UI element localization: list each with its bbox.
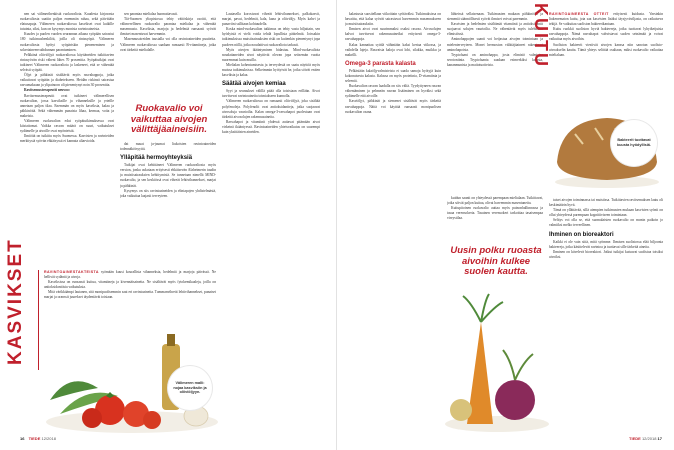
onion-icon: [450, 399, 472, 421]
beetroot-icon: [495, 380, 535, 420]
section-heading: Omega-3 parasta kalasta: [345, 60, 416, 67]
magazine-name: TIEDE: [28, 436, 41, 441]
image-caption: Välimeren malli: nojaa kasviksiin ja oliiviöljyyn.: [168, 366, 212, 410]
paragraph: Kuudes ja puolen vuoden seurannan aikana syöpään sairastui 180 tutkimushenkilöä, joilla oli rintasyöpä. Välimeren ruokavaliosta hyötyi syöpäriskin pieneneminen ja sokeriaineenvaihdunnan parantuminen.: [20, 32, 114, 52]
left-col-2-top: [120, 12, 216, 100]
issue-number: 12/2018: [641, 436, 657, 441]
paragraph: Ihminen on kävelevä bioreaktori. Jotkut tutkijat kutsuvat suolistoa toisiksi aivoiksi.: [549, 249, 663, 259]
vertical-title: KASVIKSET: [5, 238, 26, 365]
right-col-c-top: [549, 12, 663, 98]
paragraph: Myös aivojen ikääntyminen hidastuu. Mind-ruokavaliota noudattaneiden aivot näyttivät olevan jopa seitsemän vuotta nuoremmat kuin muilla.: [222, 47, 320, 62]
paragraph: Aminohappojen saanti voi heijastua aivojen toimintaan ja mielenterveyteen. Monet hermoston välittäjäaineet rakentuvat aminohapoista.: [447, 37, 543, 52]
right-col-c-bottom: [549, 198, 663, 436]
accent-rule: [38, 270, 39, 370]
paragraph: Öljyt ja pähkinät sisältävät myös rasvahappoja, jotka vaikuttavat syöpään ja diabetekseen. Heidän riskinsä sairastua rasvamaksaan ja ylipainoon oli pienentynyt noin 30 prosenttia.: [20, 73, 114, 88]
paragraph: Tutkijat ovat kehittäneet Välimeren ruokavaliosta myös version, jonka uskotaan erityisesti ehkäisevän Alzheimerin taudin ja muistisairauksien kehittymistä. Se tunnetaan nimellä MIND-ruokavalio, ja sen keskiössä ovat vihreät lehtivihannekset, marjat ja pähkinät.: [120, 163, 216, 188]
paragraph: Kuitupitoinen ruokavalio auttaa myös painonhallinnassa ja tasaa verensokeria. Tasainen verensokeri tarkoittaa tasaisempaa vireystilaa.: [447, 206, 543, 221]
right-col-b-top: [447, 12, 543, 190]
paragraph: Ilmiöitä on tutkittu myös Suomessa. Kasvisten ja ravinteiden merkitystä syövän ehkäisyssä ei kannata aliarvioida.: [20, 134, 114, 144]
paragraph: Tryptofaani on aminohappo, josta elimistö valmistaa serotoniinia. Tryptofaania saadaan esimerkiksi kalasta, kananmunista ja maitotuotteista.: [447, 52, 543, 67]
paragraph: Kasvisten ja hedelmien sisältämät vitamiinit ja antioksidantit suojaavat solujen vaurioilta. Ne vähentävät myös tulehdusta elimistössä.: [447, 22, 543, 37]
paragraph: taiset aivojen toiminnassa tai muistissa. Tutkittavien ravitsemuksen laatu oli keskimäärin hyvä.: [549, 198, 663, 208]
paragraph: Kasviksissa on runsaasti kuitua, vitamiineja ja kivennäisaineita. Ne sisältävät myös fytokemikaaleja, joilla on antioksidanttisia vaikutuksia.: [44, 280, 216, 290]
paragraph: Kaikki ei ole vain siitä, mitä syömme. Ihmisen suolistossa elää biljoonia bakteereja, jotka käsittelevät ravintoa ja tuottavat sille tärkeitä aineita.: [549, 239, 663, 249]
pull-quote: Ruokavalio voi vaikuttaa aivojen välittäjäaineisiin.: [130, 103, 208, 135]
paragraph: Tämä on yllättävää, sillä aiempien tutkimusten mukaan kasvisten syönti on ollut yhteydessä parempaan kognitiiviseen toimintaan.: [549, 208, 663, 218]
lead-caps: RAVINTOAINEESTA OTTEIT: [549, 12, 609, 16]
carrot-leaves-icon: [463, 294, 503, 322]
paragraph: Välimeren ruokavaliossa on runsaasti oliiviöljyä, joka sisältää polyfenoleja. Polyfenolit ovat antioksidantteja, jotka suojaavat aivosoluja vaurioilta. Kalan omega-3-rasvahapot puolestaan ovat tärkeitä aivosolujen rakennusaineita.: [222, 99, 320, 119]
tomato-icon: [143, 411, 161, 429]
vertical-title-display: KUITU: [531, 3, 551, 68]
section-heading: Ylläpitää hermoyhteyksiä: [120, 155, 193, 162]
paragraph: kalastusta suositellaan viikoittain syötäväksi. Tutkimuksissa on havaittu, että kalaa syövät sairastuvat harvemmin masennukseen ja muistisairauksiin.: [345, 12, 441, 27]
vegetable-illustration: [441, 292, 553, 434]
paragraph: kuidun saanti on yhteydessä parempaan mielialaan. Tutkittavat, jotka söivät paljon kuitua, olivat harvemmin masentuneita.: [447, 196, 543, 206]
paragraph: Suoliston bakteerit viestivät aivojen kanssa niin sanotun suolisto-aivoakselin kautta. Tämä yhteys selittää osaltaan, miksi ruokavalio vaikuttaa mielialaan.: [549, 42, 663, 57]
paragraph: Tiä-Suomen yliopistossa tehty väitöskirja osoitti, että välimerellinen ruokavalio parantaa mielialaa ja vähentää masennusta. Kasviksia, marjoja ja hedelmiä runsaasti syövät ihmiset masentuvat harvemmin.: [120, 17, 216, 37]
paragraph: Mielialan kohentumisesta ja terveydestä on saatu näyttöä myös muissa tutkimuksissa. Selkeimmin hyötyivät he, jotka söivät eniten kasviksia ja kalaa.: [222, 62, 320, 78]
paragraph: sen parantaa mielialaa huomattavasti.: [124, 12, 178, 16]
paragraph: Masennusoireiden taustalla voi olla ravintoaineiden puutteita. Välimeren ruokavaliossa saadaan runsaasti B-vitamiineja, jotka ovat tärkeitä mielialalle.: [120, 37, 216, 52]
paragraph: Kysymys on siis ravintoaineiden ja elintapojen yhdistelmästä, joka vaikuttaa laajasti terveyteen.: [120, 188, 216, 198]
paragraph: Selitys voi olla se, että suomalaisten ruokavalio on monin paikoin jo valmiiksi melko terveellinen.: [549, 218, 663, 228]
left-col-3: [222, 12, 320, 436]
paragraph: Ihmisen aivot ovat suurimmaksi osaksi rasvaa. Aivosolujen kalvot tarvitsevat rakennusaineiksi erityisesti omega-3-rasvahappoja.: [345, 27, 441, 42]
pull-quote: Uusin polku ruoasta aivoihin kulkee suolen kautta.: [450, 245, 542, 277]
paragraph: Kuitu ruokkii suoliston hyviä bakteereja, jotka tuottavat lyhytketjuisia rasvahappoja. Nämä rasvahapot vahvistavat suolen seinämää ja voivat vaikuttaa myös aivoihin.: [549, 27, 663, 42]
tomato-icon: [82, 408, 102, 428]
paragraph: Pelkästään kalaöljyvalmisteista ei saada samoja hyötyjä kuin kokonaisesta kalasta. Kalassa on myös proteiinia, D-vitamiinia ja seleeniä.: [345, 68, 441, 84]
paragraph: Syyt ja seuraukset välillä pitää olla toisistaan erillään. Aivot tarvitsevat ravintoaineita toimiakseen kunnolla.: [222, 89, 320, 99]
lead-text: syömään kuusi kourallista vihanneksia, hedelmiä ja marjoja päivässä. Ne hellivät sydäntä ja aivoja.: [44, 270, 216, 280]
paragraph: Pelkkänä oliiviöljyä ruokavaliossa käyttäneiden tutkittavien rintasyövän riski väheni lähes 70 prosenttia. Syöpätutkijat ovat tutkineet Välimeren ruokavaliota ja laskeneet, että se vähentää selvästi syöpää.: [20, 52, 114, 73]
paragraph: Mitä värikkäämpi lautanen, sitä monipuolisemmin saat eri ravintoaineita. Tummanvihreät lehtivihannekset, punaiset marjat ja oranssit juurekset täydentävät toisiaan.: [44, 290, 216, 300]
image-caption: Bakteerit tuottavat kuusta hyödyllisiä.: [611, 120, 657, 166]
left-lower-block: [44, 270, 216, 328]
magazine-name: TIEDE: [629, 436, 641, 441]
bottle-cap-icon: [167, 334, 175, 346]
paragraph: lähteissä sellaisenaan. Tutkimusten mukaan pähkinöitä ja siemeniä säännöllisesti syövät ihmiset voivat paremmin.: [447, 12, 543, 22]
page-number: 16: [20, 436, 25, 441]
paragraph: Kasviöljyt, pähkinät ja siemenet sisältävät myös tärkeitä rasvahappoja. Näitä voi käyttää runsaasti monipuolisen ruokavalion osana.: [345, 99, 441, 114]
paragraph: Rasvahapot ja vitamiinit yhdessä auttavat pitämään aivot virkeinä ikääntyessä. Ravintoaineiden yhteisvaikutus on suurempi kuin yksittäisten aineiden.: [222, 119, 320, 134]
paragraph: Lautasella korostuvat vihreät lehtivihannekset, palkokasvit, marjat, pavut, hedelmät, kala, kana ja oliiviöljy. Myös kahvi ja punaviini sallitaan kohtuudella.: [222, 12, 320, 27]
lead-caps: RAVINTOAINESTAKTEISTA: [44, 270, 99, 274]
section-heading: Ihminen on bioreaktori: [549, 231, 614, 238]
left-col-2-bottom: [120, 142, 216, 264]
highlight-text: Ravitsemusterapeutti neuvoo:: [24, 88, 71, 93]
right-page: [337, 0, 674, 450]
paragraph: Koska mind-ruokavalion tutkimus on tehty vasta hiljattain, sen hyödyistä ei vielä voida tehdä lopullisia päätelmiä. Joissakin tutkimuksissa muistisairauksien riski on kuitenkin pienentynyt jopa puoleen niillä, jotka noudattivat ruokavaliota tarkasti.: [222, 27, 320, 47]
section-heading: Säätää aivojen kemiaa: [222, 81, 286, 88]
beet-leaves-icon: [503, 350, 533, 380]
paragraph: Ravitsemusterapeutit ovat tutkineet välimerellisen ruokavalion, jossa kasviksille ja vihanneksille ja yrteille annetaan paljon tilaa. Enemmän on myös kasviksia, kalaa ja pähkinöitä. Sekä vähemmän punaista lihaa, kermaa, voita ja makeisia.: [20, 93, 114, 118]
lead-text: erityisesti kuidusta. Varsinkin liukenematon kuitu, jota saa kasvisten lisäksi täysjyväviljasta, on ratkaiseva tekijä. Se vaikuttaa suoliston bakteerikantaan.: [549, 12, 663, 27]
right-col-b-bottom: [447, 196, 543, 236]
paragraph: Ruokavalion rasvan laadulla on siis väliä. Tyydyttyneen rasvan vähentäminen ja pehmeän rasvan lisääminen on hyväksi sekä sydämelle että aivoille.: [345, 84, 441, 99]
paragraph: nen sai välimerihenkistä ruokavaliota. Kuudesta kirjavasta ruokavaliosta saatiin paljon enemmän rahaa, sekä päivittäin elatusapuja. Välimeren ruokavaliossa kasvikset ovat kaikille tutuinta, siksi, kun on kysymys monista ravintoaineista.: [20, 12, 114, 32]
lead-paragraph: [549, 12, 663, 27]
paragraph: dat nuuat ja-jaumat liukoisten ravintoaineiden todennäköisyyttä.: [120, 142, 216, 152]
paragraph: Välimeren ruokavalion edut syöpätutkimuksessa ovat kiistattomat. Vaikka rasvan määrä on suuri, vaikutukset sydämelle ja aivoille ovat myönteisiä.: [20, 118, 114, 134]
page-footer: [20, 436, 56, 441]
page-number: 17: [657, 436, 662, 441]
paragraph: Kalaa kannattaa syödä vähintään kaksi kertaa viikossa, ja vaihdella lajeja. Rasvaisia kaloja ovat lohi, silakka, muikku ja makrilli.: [345, 42, 441, 57]
left-col-1: [20, 12, 114, 264]
issue-number: 12/2018: [41, 436, 56, 441]
right-col-a: [345, 12, 441, 436]
page-footer: [626, 436, 662, 441]
lead-paragraph: [44, 270, 216, 280]
